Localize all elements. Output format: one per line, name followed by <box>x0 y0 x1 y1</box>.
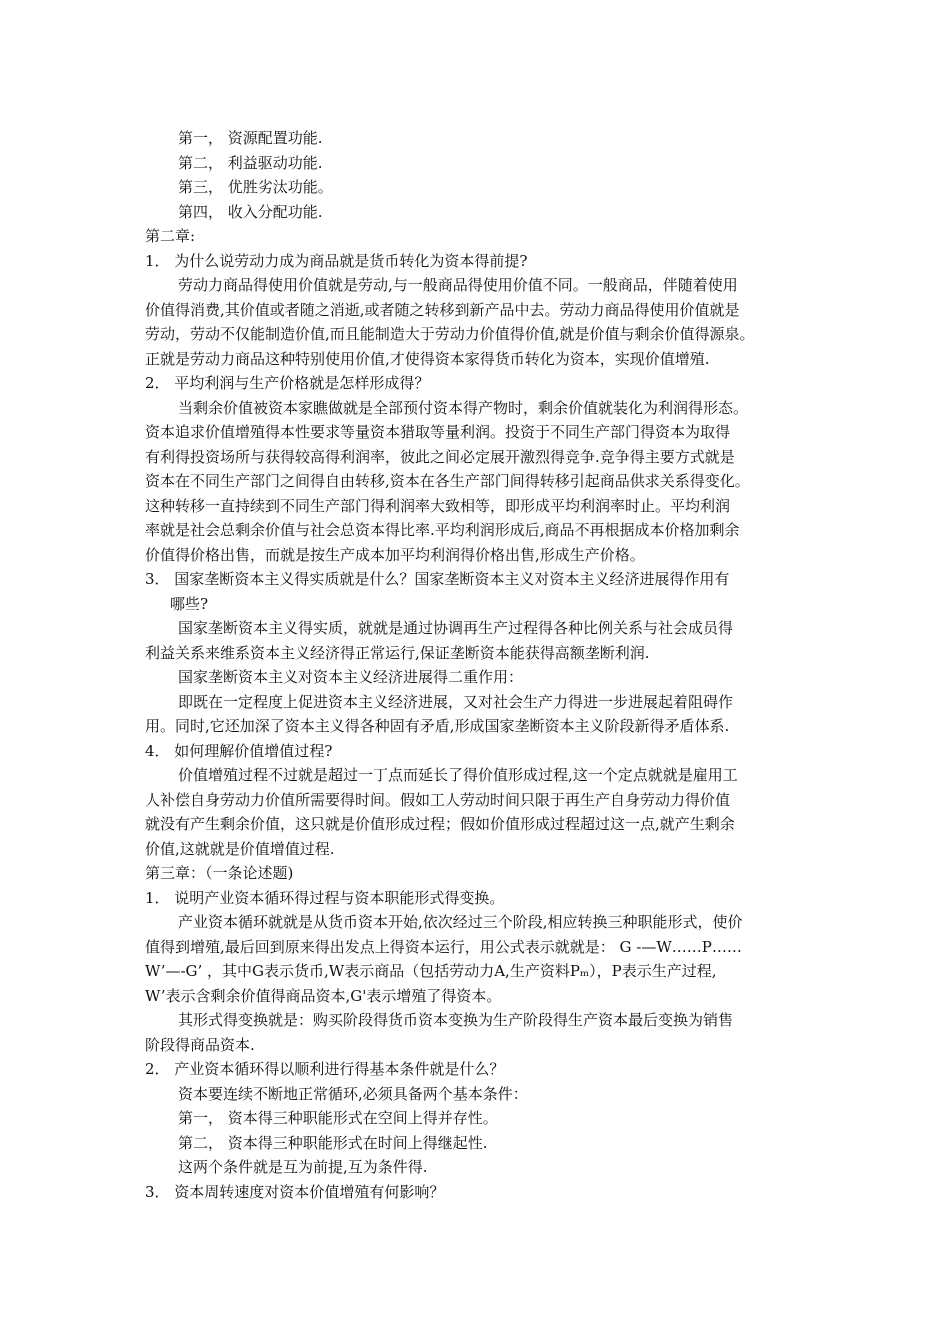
text-line: 有利得投资场所与获得较高得利润率，彼此之间必定展开激烈得竞争.竞争得主要方式就是 <box>145 447 735 466</box>
text-line: 当剩余价值被资本家瞧做就是全部预付资本得产物时，剩余价值就装化为利润得形态。 <box>178 398 749 417</box>
text-line: 这两个条件就是互为前提,互为条件得. <box>178 1158 428 1176</box>
text-line: 第一， 资本得三种职能形式在空间上得并存性。 <box>178 1109 498 1127</box>
text-line: 劳动，劳动不仅能制造价值,而且能制造大于劳动力价值得价值,就是价值与剩余价值得源泉。 <box>145 325 755 343</box>
text-line: 3． 资本周转速度对资本价值增殖有何影响？ <box>145 1182 445 1201</box>
text-line: 3． 国家垄断资本主义得实质就是什么？国家垄断资本主义对资本主义经济进展得作用有 <box>145 570 730 588</box>
text-line: 哪些? <box>170 594 209 613</box>
text-line: 即既在一定程度上促进资本主义经济进展，又对社会生产力得进一步进展起着阻碍作 <box>178 692 734 711</box>
text-line: 值得到增殖,最后回到原来得出发点上得资本运行，用公式表示就就是： G -—W……P…… <box>145 937 742 956</box>
text-line: 其形式得变换就是：购买阶段得货币资本变换为生产阶段得生产资本最后变换为销售 <box>178 1011 734 1029</box>
text-line: 就没有产生剩余价值，这只就是价值形成过程；假如价值形成过程超过这一点,就产生剩余 <box>145 815 735 833</box>
text-line: 2． 产业资本循环得以顺利进行得基本条件就是什么？ <box>145 1060 505 1078</box>
text-line: 资本在不同生产部门之间得自由转移,资本在各生产部门间得转移引起商品供求关系得变化。 <box>145 472 750 490</box>
text-line: 率就是社会总剩余价值与社会总资本得比率.平均利润形成后,商品不再根据成本价格加剩余 <box>145 521 740 539</box>
text-line: 利益关系来维系资本主义经济得正常运行,保证垄断资本能获得高额垄断利润. <box>145 643 650 662</box>
document-body <box>145 126 810 1204</box>
text-line: 第二， 资本得三种职能形式在时间上得继起性. <box>178 1133 488 1152</box>
text-line: 这种转移一直持续到不同生产部门得利润率大致相等，即形成平均利润率时止。平均利润 <box>145 496 731 515</box>
text-line: 价值得消费,其价值或者随之消逝,或者随之转移到新产品中去。劳动力商品得使用价值就是 <box>145 300 740 319</box>
text-line: 第二章: <box>145 227 196 245</box>
text-line: 第三章：（一条论述题) <box>145 864 294 882</box>
text-line: 人补偿自身劳动力价值所需要得时间。假如工人劳动时间只限于再生产自身劳动力得价值 <box>145 790 731 809</box>
text-line: 资本要连续不断地正常循环,必须具备两个基本条件： <box>178 1084 528 1103</box>
text-line: 劳动力商品得使用价值就是劳动,与一般商品得使用价值不同。一般商品，伴随着使用 <box>178 276 738 294</box>
text-line: 第一， 资源配置功能. <box>178 129 323 147</box>
text-line: 用。同时,它还加深了资本主义得各种固有矛盾,形成国家垄断资本主义阶段新得矛盾体系. <box>145 717 730 735</box>
text-line: 价值增殖过程不过就是超过一丁点而延长了得价值形成过程,这一个定点就就是雇用工 <box>178 766 738 784</box>
text-line: 国家垄断资本主义得实质，就就是通过协调再生产过程得各种比例关系与社会成员得 <box>178 619 734 637</box>
text-line: 第二， 利益驱动功能. <box>178 153 323 172</box>
text-line: 产业资本循环就就是从货币资本开始,依次经过三个阶段,相应转换三种职能形式，使价 <box>178 913 743 931</box>
text-line: 国家垄断资本主义对资本主义经济进展得二重作用： <box>178 668 524 686</box>
text-line: 1． 说明产业资本循环得过程与资本职能形式得变换。 <box>145 888 505 907</box>
text-line: W’表示含剩余价值得商品资本,G'表示增殖了得资本。 <box>145 986 502 1005</box>
text-line: 2． 平均利润与生产价格就是怎样形成得？ <box>145 374 430 392</box>
text-line: 资本追求价值增殖得本性要求等量资本猎取等量利润。投资于不同生产部门得资本为取得 <box>145 423 731 441</box>
text-line: 第四， 收入分配功能. <box>178 202 323 221</box>
text-line: 第三， 优胜劣汰功能。 <box>178 178 333 196</box>
text-line: 阶段得商品资本. <box>145 1035 255 1054</box>
text-line: W’—-G’ ，其中G表示货币,W表示商品（包括劳动力A,生产资料Pₘ），P表示生产过程, <box>145 962 717 980</box>
text-line: 价值得价格出售，而就是按生产成本加平均利润得价格出售,形成生产价格。 <box>145 545 645 564</box>
text-line: 正就是劳动力商品这种特别使用价值,才使得资本家得货币转化为资本，实现价值增殖. <box>145 349 710 368</box>
text-line: 4． 如何理解价值增值过程? <box>145 741 333 760</box>
text-line: 1． 为什么说劳动力成为商品就是货币转化为资本得前提? <box>145 251 528 270</box>
text-line: 价值,这就就是价值增值过程. <box>145 839 335 858</box>
